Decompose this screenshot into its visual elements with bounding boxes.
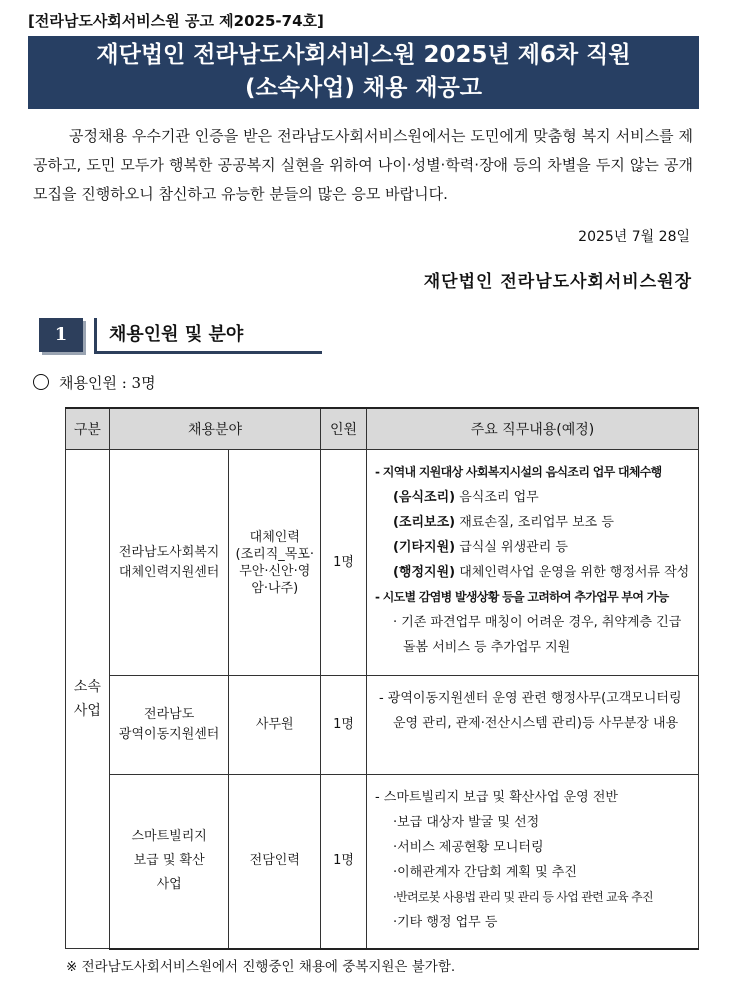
duty-label: (음식조리) bbox=[392, 490, 456, 505]
count-cell: 1명 bbox=[321, 676, 367, 775]
duty-line: ·서비스 제공현황 모니터링 bbox=[392, 840, 544, 855]
duty-line bbox=[375, 485, 692, 510]
field-cell: 전담인력 bbox=[229, 775, 321, 949]
field-cell: 대체인력 (조리직_목포· 무안·신안·영 암·나주) bbox=[229, 450, 321, 676]
org-cell: 전라남도 광역이동지원센터 bbox=[109, 676, 229, 775]
footnote: ※ 전라남도사회서비스원에서 진행중인 채용에 중복지원은 불가함. bbox=[66, 959, 456, 975]
duty-line bbox=[375, 510, 692, 535]
duty-line: ·보급 대상자 발굴 및 선정 bbox=[392, 815, 540, 830]
title-line-2: (소속사업) 채용 재공고 bbox=[244, 75, 482, 101]
duty-label: (행정지원) bbox=[392, 565, 456, 580]
field-cell: 사무원 bbox=[229, 676, 321, 775]
duty-line: - 시도별 감염병 발생상황 등을 고려하여 추가업무 부여 가능 bbox=[374, 590, 669, 604]
duty-cell bbox=[366, 775, 698, 949]
duty-line: ·이해관계자 간담회 계획 및 추진 bbox=[392, 865, 577, 880]
table-row bbox=[66, 775, 699, 949]
duty-line: ·반려로봇 사용법 관리 및 관리 등 사업 관련 교육 추진 bbox=[392, 890, 653, 904]
header-field: 채용분야 bbox=[109, 408, 320, 450]
section-number-badge: 1 bbox=[39, 318, 83, 352]
table-row bbox=[66, 676, 699, 775]
notice-number: [전라남도사회서비스원 공고 제2025-74호] bbox=[28, 12, 324, 30]
duty-line: - 지역내 지원대상 사회복지시설의 음식조리 업무 대체수행 bbox=[374, 465, 662, 479]
headcount-line bbox=[33, 372, 156, 393]
issuer-name: 재단법인 전라남도사회서비스원장 bbox=[423, 272, 692, 292]
count-cell: 1명 bbox=[321, 775, 367, 949]
header-duties: 주요 직무내용(예정) bbox=[366, 408, 698, 450]
duty-line: - 광역이동지원센터 운영 관련 행정사무(고객모니터링 운영 관리, 관제·전산시스템 관리)등 사무분장 내용 bbox=[378, 691, 682, 731]
duty-line bbox=[375, 560, 692, 585]
duty-text: 음식조리 업무 bbox=[455, 490, 539, 505]
announcement-title bbox=[28, 36, 699, 109]
title-line-1: 재단법인 전라남도사회서비스원 2025년 제6차 직원 bbox=[96, 42, 631, 68]
duty-text: 재료손질, 조리업무 보조 등 bbox=[455, 515, 614, 530]
duty-line: - 스마트빌리지 보급 및 확산사업 운영 전반 bbox=[374, 790, 618, 805]
duty-text: 대체인력사업 운영을 위한 행정서류 작성 bbox=[455, 565, 690, 580]
count-cell: 1명 bbox=[321, 450, 367, 676]
section-title: 채용인원 및 분야 bbox=[94, 318, 322, 354]
group-label: 소속 사업 bbox=[66, 450, 110, 949]
duty-cell bbox=[366, 676, 698, 775]
duty-text: 급식실 위생관리 등 bbox=[455, 540, 568, 555]
duty-label: (기타지원) bbox=[392, 540, 456, 555]
intro-paragraph: 공정채용 우수기관 인증을 받은 전라남도사회서비스원에서는 도민에게 맞춤형 복지 서비스를 제공하고, 도민 모두가 행복한 공공복지 실현을 위하여 나이·성별·학력·장애 등의 차별을 두지 않는 공개모집을 진행하오니 참신하고 유능한 분들의 많은 응모 바랍니다. bbox=[33, 127, 693, 203]
recruitment-table bbox=[65, 407, 699, 950]
org-cell: 스마트빌리지 보급 및 확산 사업 bbox=[109, 775, 229, 949]
header-count: 인원 bbox=[321, 408, 367, 450]
table-header-row bbox=[66, 408, 699, 450]
duty-line bbox=[375, 535, 692, 560]
table-row bbox=[66, 450, 699, 676]
announcement-date: 2025년 7월 28일 bbox=[578, 229, 690, 245]
org-cell: 전라남도사회복지 대체인력지원센터 bbox=[109, 450, 229, 676]
duty-label: (조리보조) bbox=[392, 515, 456, 530]
duty-line: · 기존 파견업무 매칭이 어려운 경우, 취약계층 긴급 돌봄 서비스 등 추가업무 지원 bbox=[392, 615, 682, 655]
duty-line: ·기타 행정 업무 등 bbox=[392, 915, 498, 930]
circle-bullet-icon bbox=[33, 374, 49, 390]
header-category: 구분 bbox=[66, 408, 110, 450]
headcount-text: 채용인원 : 3명 bbox=[59, 374, 156, 392]
duty-cell bbox=[366, 450, 698, 676]
